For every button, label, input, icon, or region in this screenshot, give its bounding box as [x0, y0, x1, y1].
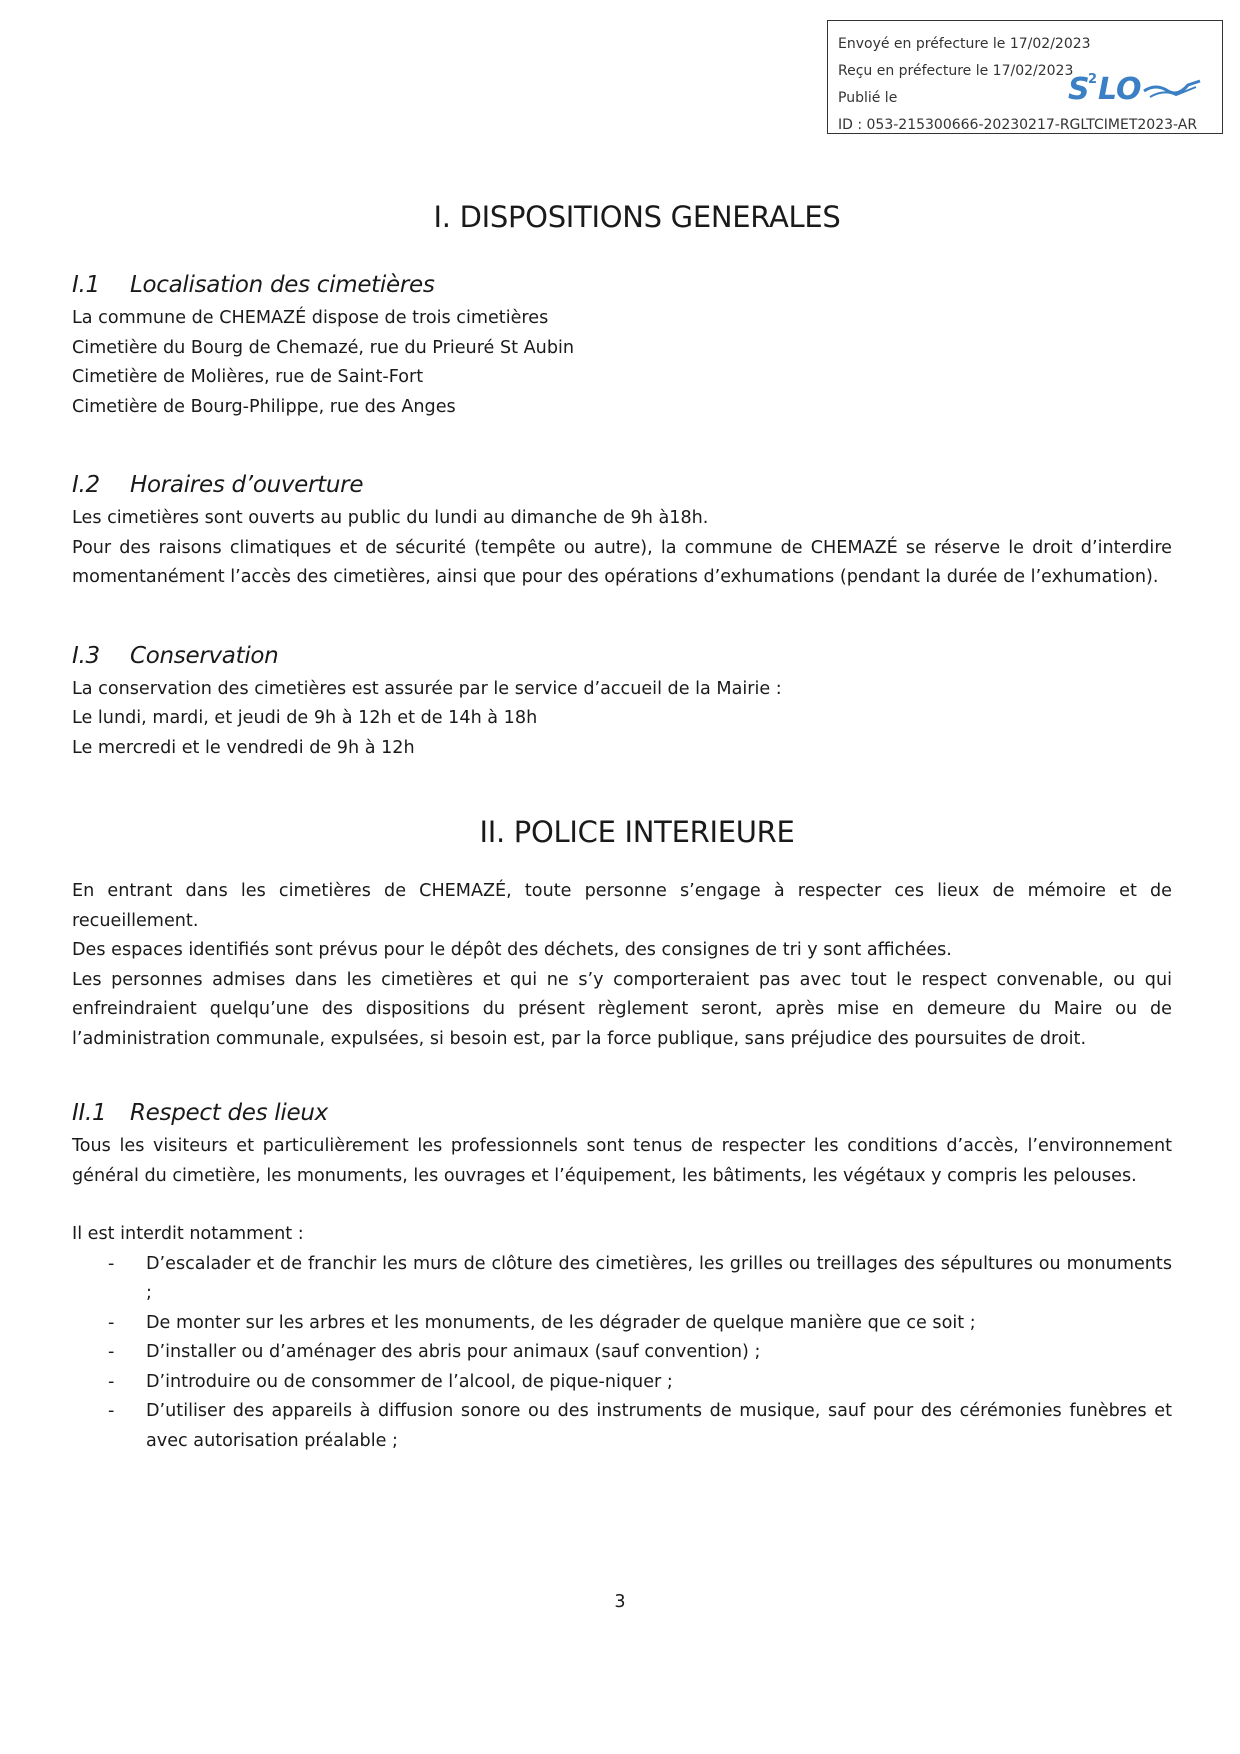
- svg-text:S: S: [1068, 72, 1090, 107]
- localisation-line-2: Cimetière du Bourg de Chemazé, rue du Prieuré St Aubin: [72, 337, 575, 358]
- localisation-line-4: Cimetière de Bourg-Philippe, rue des Anges: [72, 396, 456, 417]
- stamp-sent: Envoyé en préfecture le 17/02/2023: [838, 36, 1091, 52]
- respect-paragraph-1: Tous les visiteurs et particulièrement les professionnels sont tenus de respecter les conditions d’accès, l’environnement général du cimetière, les monuments, les ouvrages et l’équipement, les bâtiments, les végétaux y compris les pelouses.: [72, 1136, 1172, 1186]
- subsection-1-3-heading: [72, 643, 1172, 669]
- stamp-published: Publié le: [838, 90, 898, 106]
- section-1-title: I. DISPOSITIONS GENERALES: [433, 200, 841, 234]
- conservation-line-1: La conservation des cimetières est assurée par le service d’accueil de la Mairie :: [72, 678, 782, 699]
- document-body: [72, 200, 1172, 1456]
- localisation-line-1: La commune de CHEMAZÉ dispose de trois cimetières: [72, 308, 549, 328]
- subsection-2-1-heading: [72, 1100, 1172, 1126]
- prefecture-stamp: [827, 20, 1223, 134]
- list-item: - De monter sur les arbres et les monuments, de les dégrader de quelque manière que ce soit ;: [108, 1312, 976, 1333]
- subsection-1-2-heading: [72, 472, 1172, 498]
- respect-intro: Il est interdit notamment :: [72, 1224, 304, 1244]
- subsection-1-2-number: I.2: [72, 472, 100, 498]
- subsection-1-3-title: Conservation: [130, 642, 279, 669]
- section-2-title: II. POLICE INTERIEURE: [479, 815, 795, 849]
- localisation-line-3: Cimetière de Molières, rue de Saint-Fort: [72, 367, 424, 387]
- list-item: - D’utiliser des appareils à diffusion sonore ou des instruments de musique, sauf pour des cérémonies funèbres et avec autorisation préalable ;: [108, 1401, 1172, 1451]
- list-item: - D’introduire ou de consommer de l’alcool, de pique-niquer ;: [108, 1371, 673, 1392]
- conservation-line-2: Le lundi, mardi, et jeudi de 9h à 12h et de 14h à 18h: [72, 708, 538, 728]
- conservation-line-3: Le mercredi et le vendredi de 9h à 12h: [72, 737, 415, 758]
- subsection-1-1-number: I.1: [72, 272, 100, 298]
- stamp-received: Reçu en préfecture le 17/02/2023: [838, 63, 1074, 79]
- list-item: - D’installer ou d’aménager des abris pour animaux (sauf convention) ;: [108, 1342, 761, 1362]
- subsection-2-1-title: Respect des lieux: [130, 1100, 328, 1126]
- list-item: - D’escalader et de franchir les murs de clôture des cimetières, les grilles ou treillages des sépultures ou monuments ;: [108, 1253, 1172, 1303]
- police-paragraph-3: Les personnes admises dans les cimetières et qui ne s’y comporteraient pas avec tout le respect convenable, ou qui enfreindraient quelqu’une des dispositions du présent règlement seront, après mise en demeure du Maire ou de l’administration communale, expulsées, si besoin est, par la force publique, sans préjudice des poursuites de droit.: [72, 969, 1172, 1049]
- page-number: 3: [614, 1592, 626, 1612]
- horaires-paragraph-2: Pour des raisons climatiques et de sécurité (tempête ou autre), la commune de CHEMAZÉ se réserve le droit d’interdire momentanément l’accès des cimetières, ainsi que pour des opérations d’exhumations (pendant la durée de l’exhumation).: [72, 537, 1172, 587]
- s2lo-logo-icon: [1060, 61, 1210, 111]
- subsection-1-2-title: Horaires d’ouverture: [130, 472, 364, 498]
- svg-text:2: 2: [1088, 72, 1098, 87]
- police-paragraph-2: Des espaces identifiés sont prévus pour le dépôt des déchets, des consignes de tri y sont affichées.: [72, 940, 952, 960]
- police-paragraph-1: En entrant dans les cimetières de CHEMAZÉ, toute personne s’engage à respecter ces lieux de mémoire et de recueillement.: [72, 881, 1172, 931]
- stamp-id: ID : 053-215300666-20230217-RGLTCIMET2023-AR: [838, 117, 1198, 133]
- subsection-1-1-heading: [72, 272, 1172, 298]
- svg-text:LO: LO: [1098, 72, 1142, 107]
- subsection-2-1-number: II.1: [72, 1100, 107, 1126]
- subsection-1-1-title: Localisation des cimetières: [130, 272, 435, 298]
- horaires-paragraph-1: Les cimetières sont ouverts au public du lundi au dimanche de 9h à18h.: [72, 508, 709, 528]
- interdictions-list: [72, 1250, 1172, 1457]
- subsection-1-3-number: I.3: [72, 642, 100, 669]
